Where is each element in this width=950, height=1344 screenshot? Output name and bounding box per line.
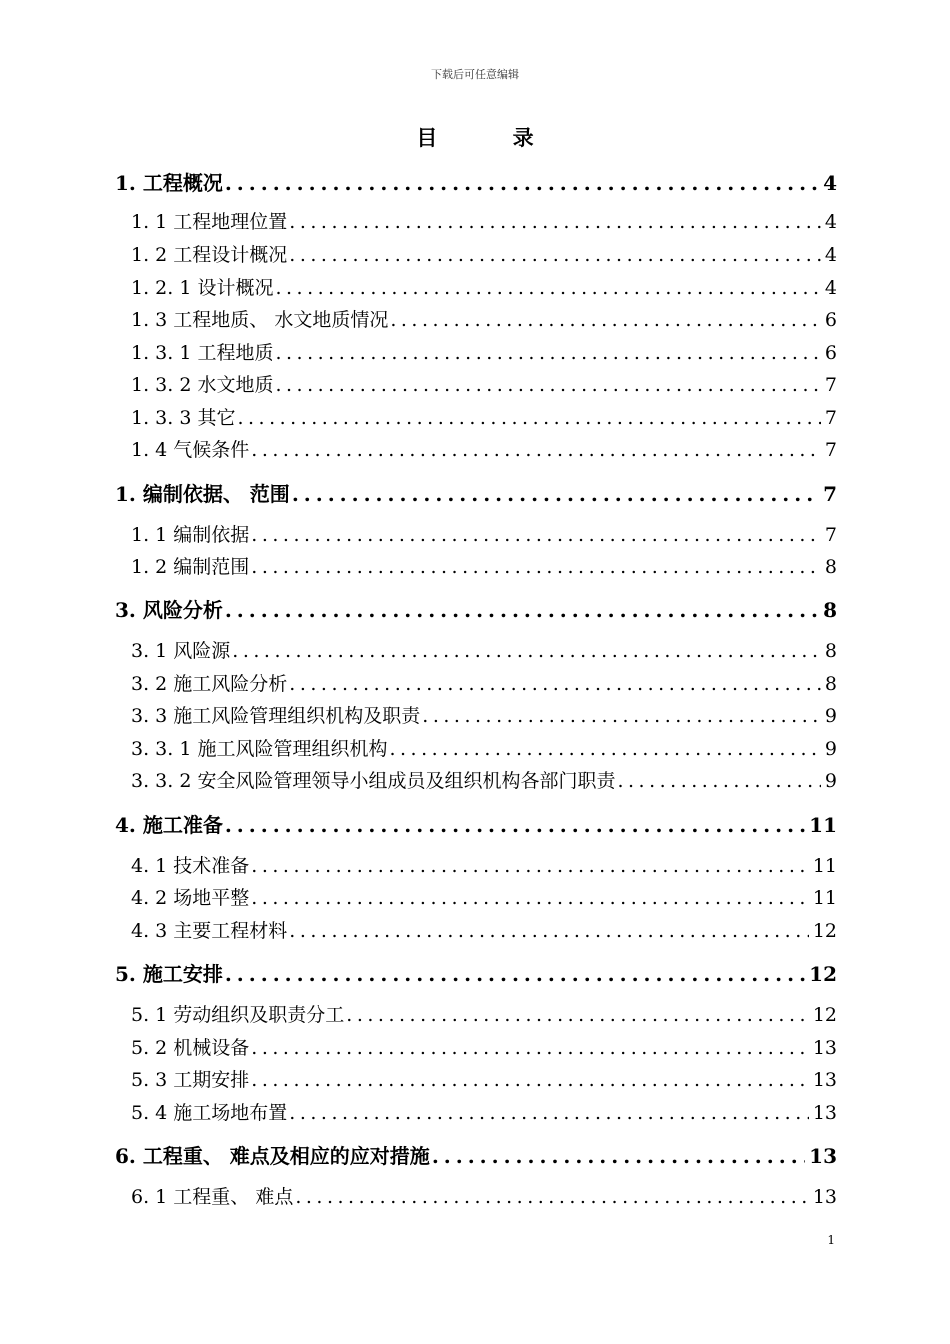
toc-entry-page: 13 — [812, 1069, 837, 1091]
toc-entry-page: 8 — [823, 598, 837, 622]
toc-entry-page: 4 — [824, 244, 837, 266]
toc-leader-dots — [251, 439, 821, 461]
toc-entry-label: 5. 4 施工场地布置 — [131, 1102, 288, 1124]
toc-entry-label: 1. 2 工程设计概况 — [131, 244, 288, 266]
toc-entry-label: 6. 工程重、 难点及相应的应对措施 — [115, 1144, 430, 1168]
toc-leader-dots — [225, 813, 805, 837]
toc-section-entry[interactable] — [115, 1140, 837, 1169]
toc-subsection-entry[interactable] — [131, 520, 837, 547]
toc-leader-dots — [251, 855, 809, 877]
toc-entry-page: 11 — [812, 855, 837, 877]
toc-entry-label: 3. 1 风险源 — [131, 640, 231, 662]
toc-leader-dots — [390, 309, 821, 331]
toc-entry-label: 4. 2 场地平整 — [131, 887, 250, 909]
toc-leader-dots — [346, 1004, 809, 1026]
toc-title: 目 录 — [416, 125, 568, 150]
toc-leader-dots — [289, 673, 821, 695]
toc-entry-page: 11 — [809, 813, 837, 837]
toc-entry-page: 7 — [824, 374, 837, 396]
toc-entry-page: 9 — [824, 738, 837, 760]
toc-leader-dots — [225, 171, 819, 195]
toc-entry-label: 1. 3. 2 水文地质 — [131, 374, 274, 396]
toc-entry-page: 7 — [824, 524, 837, 546]
toc-entry-page: 4 — [824, 277, 837, 299]
toc-leader-dots — [251, 556, 821, 578]
toc-entry-label: 3. 3 施工风险管理组织机构及职责 — [131, 705, 421, 727]
toc-entry-page: 12 — [809, 962, 837, 986]
toc-subsection-entry[interactable] — [131, 240, 837, 267]
toc-entry-label: 1. 4 气候条件 — [131, 439, 250, 461]
toc-entry-label: 3. 3. 1 施工风险管理组织机构 — [131, 738, 388, 760]
toc-section-entry[interactable] — [115, 809, 837, 838]
toc-section-entry[interactable] — [115, 478, 837, 507]
toc-leader-dots — [289, 920, 809, 942]
toc-leader-dots — [232, 640, 821, 662]
toc-entry-label: 1. 2. 1 设计概况 — [131, 277, 274, 299]
toc-entry-page: 8 — [824, 673, 837, 695]
page-header: 下载后可任意编辑 — [431, 68, 519, 81]
toc-entry-page: 4 — [824, 211, 837, 233]
toc-subsection-entry[interactable] — [131, 273, 837, 300]
toc-entry-label: 1. 工程概况 — [115, 171, 223, 195]
toc-entry-page: 13 — [812, 1186, 837, 1208]
toc-entry-page: 6 — [824, 309, 837, 331]
toc-leader-dots — [292, 482, 819, 506]
toc-entry-label: 4. 3 主要工程材料 — [131, 920, 288, 942]
toc-entry-label: 4. 1 技术准备 — [131, 855, 250, 877]
toc-entry-label: 1. 3 工程地质、 水文地质情况 — [131, 309, 389, 331]
toc-entry-label: 6. 1 工程重、 难点 — [131, 1186, 294, 1208]
toc-subsection-entry[interactable] — [131, 370, 837, 397]
toc-leader-dots — [251, 1069, 809, 1091]
toc-subsection-entry[interactable] — [131, 1098, 837, 1125]
toc-leader-dots — [432, 1144, 805, 1168]
toc-entry-page: 9 — [824, 770, 837, 792]
toc-subsection-entry[interactable] — [131, 766, 837, 793]
toc-leader-dots — [275, 277, 820, 299]
toc-subsection-entry[interactable] — [131, 1033, 837, 1060]
toc-entry-page: 7 — [824, 407, 837, 429]
toc-entry-label: 1. 1 编制依据 — [131, 524, 250, 546]
toc-entry-page: 12 — [812, 1004, 837, 1026]
toc-subsection-entry[interactable] — [131, 552, 837, 579]
toc-leader-dots — [251, 524, 821, 546]
toc-subsection-entry[interactable] — [131, 636, 837, 663]
toc-leader-dots — [225, 962, 805, 986]
toc-entry-page: 7 — [823, 482, 837, 506]
toc-section-entry[interactable] — [115, 167, 837, 196]
toc-entry-label: 1. 编制依据、 范围 — [115, 482, 290, 506]
toc-entry-page: 11 — [812, 887, 837, 909]
toc-entry-page: 13 — [809, 1144, 837, 1168]
toc-entry-label: 3. 3. 2 安全风险管理领导小组成员及组织机构各部门职责 — [131, 770, 616, 792]
toc-entry-page: 6 — [824, 342, 837, 364]
toc-subsection-entry[interactable] — [131, 403, 837, 430]
toc-entry-page: 8 — [824, 640, 837, 662]
toc-leader-dots — [237, 407, 820, 429]
toc-subsection-entry[interactable] — [131, 916, 837, 943]
toc-subsection-entry[interactable] — [131, 1065, 837, 1092]
toc-section-entry[interactable] — [115, 594, 837, 623]
toc-entry-page: 8 — [824, 556, 837, 578]
toc-subsection-entry[interactable] — [131, 207, 837, 234]
toc-entry-page: 12 — [812, 920, 837, 942]
toc-entry-label: 1. 3. 1 工程地质 — [131, 342, 274, 364]
toc-entry-page: 7 — [824, 439, 837, 461]
toc-leader-dots — [289, 211, 821, 233]
toc-leader-dots — [422, 705, 821, 727]
toc-entry-label: 1. 2 编制范围 — [131, 556, 250, 578]
toc-entry-page: 13 — [812, 1102, 837, 1124]
toc-leader-dots — [289, 244, 821, 266]
toc-entry-page: 13 — [812, 1037, 837, 1059]
toc-entry-label: 5. 1 劳动组织及职责分工 — [131, 1004, 345, 1026]
toc-subsection-entry[interactable] — [131, 338, 837, 365]
toc-leader-dots — [289, 1102, 809, 1124]
page-number: 1 — [827, 1233, 835, 1247]
toc-subsection-entry[interactable] — [131, 851, 837, 878]
toc-leader-dots — [295, 1186, 808, 1208]
toc-subsection-entry[interactable] — [131, 669, 837, 696]
toc-entry-page: 4 — [823, 171, 837, 195]
toc-entry-label: 3. 2 施工风险分析 — [131, 673, 288, 695]
toc-entry-label: 5. 施工安排 — [115, 962, 223, 986]
toc-entry-label: 1. 1 工程地理位置 — [131, 211, 288, 233]
toc-entry-label: 1. 3. 3 其它 — [131, 407, 236, 429]
toc-subsection-entry[interactable] — [131, 435, 837, 462]
toc-subsection-entry[interactable] — [131, 305, 837, 332]
toc-entry-page: 9 — [824, 705, 837, 727]
toc-entry-label: 4. 施工准备 — [115, 813, 223, 837]
toc-leader-dots — [389, 738, 820, 760]
toc-leader-dots — [251, 1037, 809, 1059]
toc-entry-label: 5. 3 工期安排 — [131, 1069, 250, 1091]
toc-section-entry[interactable] — [115, 958, 837, 987]
toc-leader-dots — [275, 374, 820, 396]
toc-subsection-entry[interactable] — [131, 734, 837, 761]
toc-leader-dots — [251, 887, 809, 909]
toc-leader-dots — [225, 598, 819, 622]
toc-subsection-entry[interactable] — [131, 701, 837, 728]
toc-subsection-entry[interactable] — [131, 1182, 837, 1209]
toc-leader-dots — [275, 342, 820, 364]
toc-entry-label: 5. 2 机械设备 — [131, 1037, 250, 1059]
toc-entry-label: 3. 风险分析 — [115, 598, 223, 622]
toc-subsection-entry[interactable] — [131, 883, 837, 910]
toc-leader-dots — [617, 770, 820, 792]
toc-subsection-entry[interactable] — [131, 1000, 837, 1027]
